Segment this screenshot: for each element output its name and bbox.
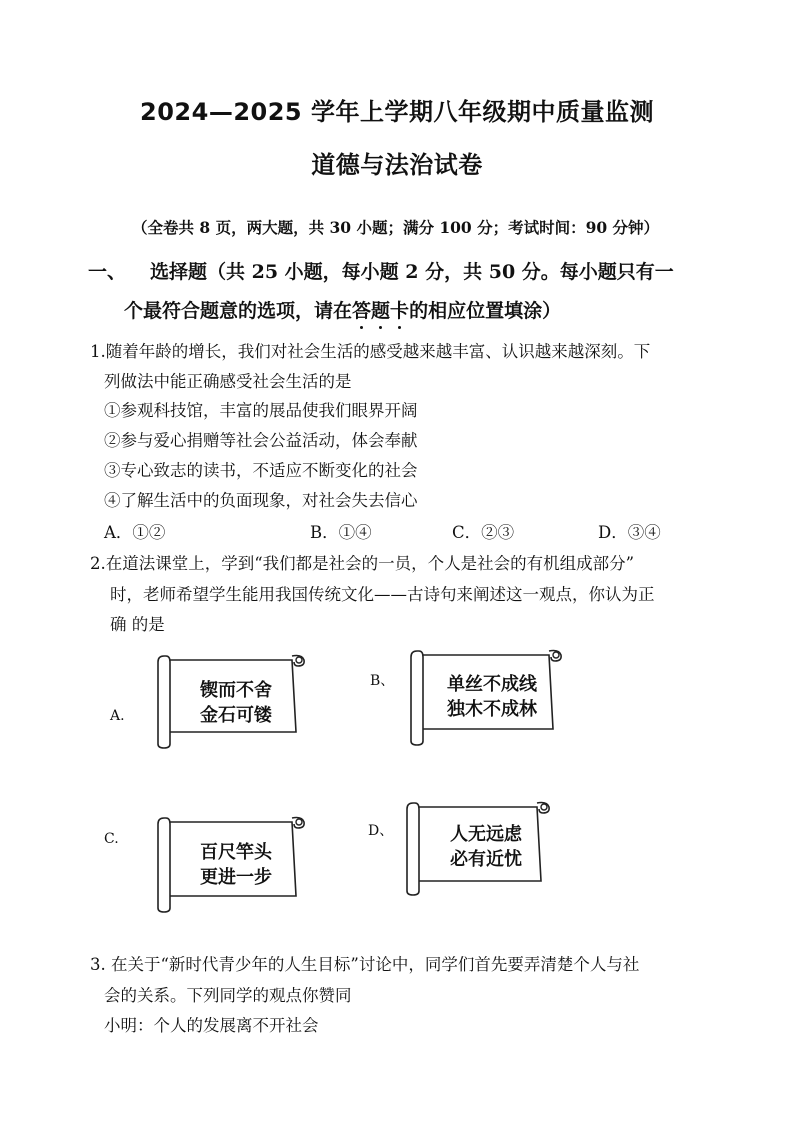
choice-c-label: C.	[104, 831, 119, 847]
q2-stem-cont: 确 的是	[110, 615, 165, 634]
q3-item: 小明：个人的发展离不开社会	[104, 1016, 319, 1035]
q1-item: ②参与爱心捐赠等社会公益活动，体会奉献	[104, 431, 418, 450]
scroll-b-line2: 独木不成林	[447, 699, 537, 720]
q1-item: ④了解生活中的负面现象，对社会失去信心	[104, 491, 418, 510]
q1-option-d: D．③④	[598, 523, 661, 542]
choice-b-label: B、	[370, 673, 395, 689]
section-heading: 选择题（共 25 小题，每小题 2 分，共 50 分。每小题只有一	[150, 261, 674, 283]
emphasis-char: 卡	[390, 300, 410, 322]
scroll-a-line2: 金石可镂	[200, 705, 272, 726]
emphasis-char: 答	[352, 300, 372, 322]
q1-item: ③专心致志的读书，不适应不断变化的社会	[104, 461, 418, 480]
q1-item: ①参观科技馆，丰富的展品使我们眼界开阔	[104, 401, 418, 420]
heading-text: 的相应位置填涂）	[409, 300, 562, 322]
scroll-c-text	[176, 840, 296, 890]
scroll-c-line2: 更进一步	[200, 867, 272, 888]
scroll-b-text	[430, 672, 554, 722]
q2-stem: 2.在道法课堂上，学到“我们都是社会的一员，个人是社会的有机组成部分”	[90, 554, 635, 573]
scroll-d-line2: 必有近忧	[450, 849, 522, 870]
choice-d-label: D、	[368, 823, 394, 839]
scroll-a-line1: 锲而不舍	[200, 680, 272, 701]
exam-title: 2024—2025 学年上学期八年级期中质量监测	[140, 98, 654, 126]
q2-stem-cont: 时，老师希望学生能用我国传统文化——古诗句来阐述这一观点，你认为正	[110, 585, 655, 604]
scroll-a-text	[176, 678, 296, 728]
exam-subject: 道德与法治试卷	[311, 151, 483, 179]
q1-option-c: C．②③	[452, 523, 515, 542]
emphasis-char: 题	[371, 300, 391, 322]
heading-text: 个最符合题意的选项，请在	[124, 300, 353, 322]
q3-stem-cont: 会的关系。下列同学的观点你赞同	[104, 986, 352, 1005]
scroll-c-line1: 百尺竿头	[200, 842, 272, 863]
scroll-d-text	[426, 822, 546, 872]
section-number: 一、	[88, 261, 127, 283]
choice-a-label: A.	[110, 708, 125, 724]
q3-stem: 3. 在关于“新时代青少年的人生目标”讨论中，同学们首先要弄清楚个人与社	[90, 955, 640, 974]
scroll-d-line1: 人无远虑	[450, 824, 522, 845]
q1-option-b: B．①④	[310, 523, 372, 542]
q1-stem: 1.随着年龄的增长，我们对社会生活的感受越来越丰富、认识越来越深刻。下	[90, 342, 651, 361]
q1-option-a: A．①②	[104, 523, 166, 542]
q1-stem-cont: 列做法中能正确感受社会生活的是	[104, 372, 352, 391]
exam-info: （全卷共 8 页，两大题，共 30 小题；满分 100 分；考试时间：90 分钟）	[132, 218, 660, 237]
scroll-b-line1: 单丝不成线	[447, 674, 537, 695]
section-heading-cont	[124, 296, 561, 323]
